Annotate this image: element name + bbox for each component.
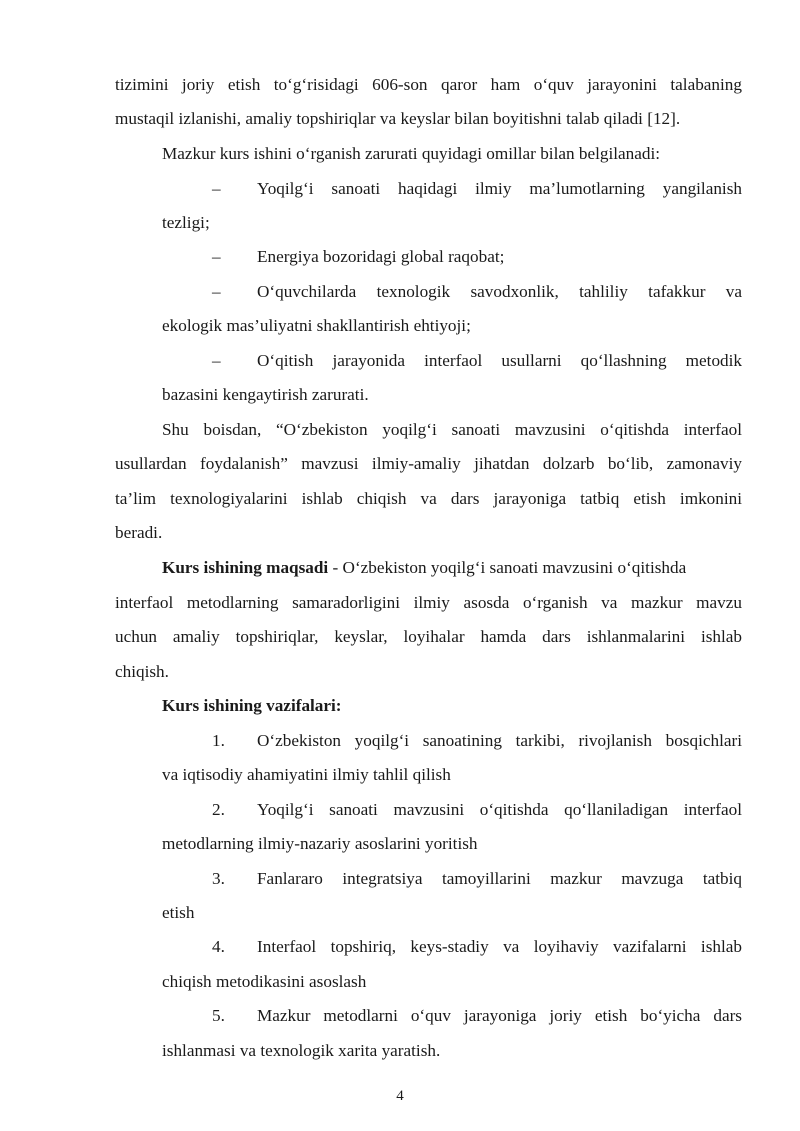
list-dash: – [212, 179, 221, 198]
task-text: Fanlararo integratsiya tamoyillarini mazkur mavzuga tatbiq [257, 869, 742, 888]
text-line: chiqish. [115, 662, 169, 681]
text-line: Mazkur kurs ishini o‘rganish zarurati quyidagi omillar bilan belgilanadi: [162, 144, 661, 163]
list-dash: – [212, 351, 221, 370]
text-line: tizimini joriy etish to‘g‘risidagi 606-son qaror ham o‘quv jarayonini talabaning [115, 75, 742, 94]
goal-first-line [162, 557, 742, 579]
text-line: uchun amaliy topshiriqlar, keyslar, loyihalar hamda dars ishlanmalarini ishlab [115, 627, 742, 646]
text-line: ta’lim texnologiyalarini ishlab chiqish va dars jarayoniga tatbiq etish imkonini [115, 489, 742, 508]
list-item-continuation: bazasini kengaytirish zarurati. [162, 385, 369, 404]
list-item-text: O‘quvchilarda texnologik savodxonlik, tahliliy tafakkur va [257, 282, 742, 301]
list-item-continuation: tezligi; [162, 213, 210, 232]
task-continuation: va iqtisodiy ahamiyatini ilmiy tahlil qilish [162, 765, 451, 784]
task-continuation: chiqish metodikasini asoslash [162, 972, 367, 991]
task-number: 3. [212, 869, 225, 888]
task-text: Yoqilg‘i sanoati mavzusini o‘qitishda qo‘llaniladigan interfaol [257, 800, 742, 819]
text-line: interfaol metodlarning samaradorligini ilmiy asosda o‘rganish va mazkur mavzu [115, 593, 742, 612]
text-line: beradi. [115, 523, 163, 542]
task-continuation: etish [162, 903, 195, 922]
tasks-heading: Kurs ishining vazifalari: [162, 696, 342, 715]
goal-text: - O‘zbekiston yoqilg‘i sanoati mavzusini o‘qitishda [328, 558, 687, 577]
task-number: 1. [212, 731, 225, 750]
list-item-text: Energiya bozoridagi global raqobat; [257, 247, 505, 266]
task-text: O‘zbekiston yoqilg‘i sanoatining tarkibi, rivojlanish bosqichlari [257, 731, 742, 750]
text-line: usullardan foydalanish” mavzusi ilmiy-amaliy jihatdan dolzarb bo‘lib, zamonaviy [115, 454, 742, 473]
task-continuation: metodlarning ilmiy-nazariy asoslarini yoritish [162, 834, 478, 853]
task-continuation: ishlanmasi va texnologik xarita yaratish. [162, 1041, 441, 1060]
task-number: 4. [212, 937, 225, 956]
list-dash: – [212, 247, 221, 266]
list-dash: – [212, 282, 221, 301]
list-item-continuation: ekologik mas’uliyatni shakllantirish ehtiyoji; [162, 316, 471, 335]
text-line: Shu boisdan, “O‘zbekiston yoqilg‘i sanoati mavzusini o‘qitishda interfaol [162, 420, 742, 439]
list-item-text: Yoqilg‘i sanoati haqidagi ilmiy ma’lumotlarning yangilanish [257, 179, 742, 198]
page-number: 4 [396, 1088, 404, 1104]
task-text: Mazkur metodlarni o‘quv jarayoniga joriy etish bo‘yicha dars [257, 1006, 742, 1025]
task-number: 2. [212, 800, 225, 819]
goal-label: Kurs ishining maqsadi [162, 558, 329, 577]
task-text: Interfaol topshiriq, keys-stadiy va loyihaviy vazifalarni ishlab [257, 937, 742, 956]
text-line: mustaqil izlanishi, amaliy topshiriqlar va keyslar bilan boyitishni talab qiladi [12]. [115, 109, 681, 128]
task-number: 5. [212, 1006, 225, 1025]
list-item-text: O‘qitish jarayonida interfaol usullarni qo‘llashning metodik [257, 351, 742, 370]
